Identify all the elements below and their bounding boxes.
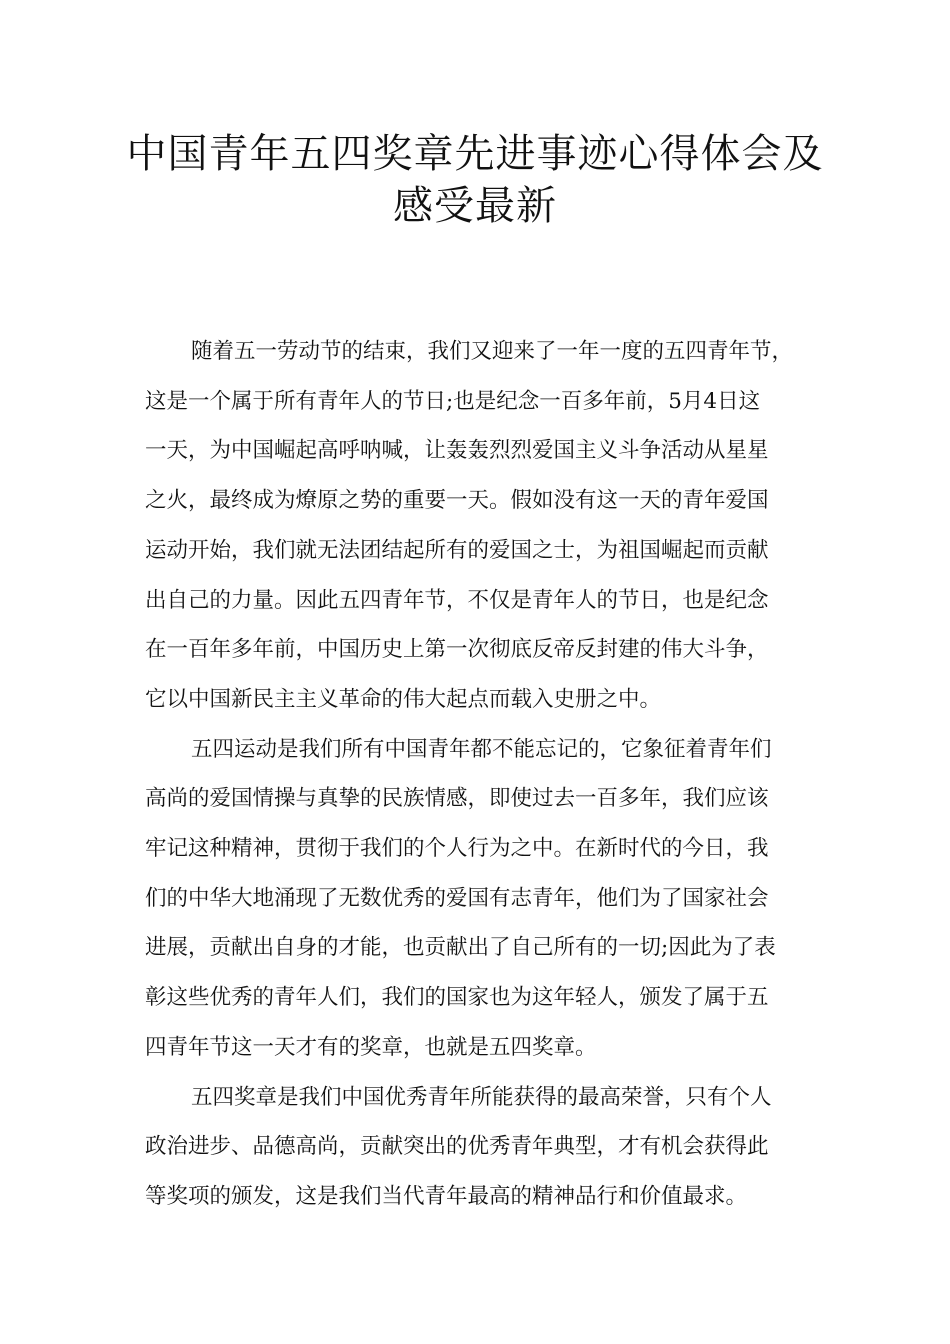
text-line: 牢记这种精神，贯彻于我们的个人行为之中。在新时代的今日，我 <box>145 836 769 862</box>
text-line: 们的中华大地涌现了无数优秀的爱国有志青年，他们为了国家社会 <box>145 885 769 911</box>
text-line: 随着五一劳动节的结束，我们又迎来了一年一度的五四青年节， <box>191 339 794 364</box>
text-line: 政治进步、品德高尚，贡献突出的优秀青年典型，才有机会获得此 <box>145 1134 769 1160</box>
paragraph-3 <box>145 1073 815 1222</box>
title-line: 感受最新 <box>393 183 557 229</box>
document-body <box>145 327 815 1222</box>
text-line: 出自己的力量。因此五四青年节，不仅是青年人的节日，也是纪念 <box>145 587 769 613</box>
text-line: 四青年节这一天才有的奖章，也就是五四奖章。 <box>145 1034 597 1060</box>
text-line: 一天，为中国崛起高呼呐喊，让轰轰烈烈爱国主义斗争活动从星星 <box>145 438 769 464</box>
text-line: 彰这些优秀的青年人们，我们的国家也为这年轻人，颁发了属于五 <box>145 985 769 1011</box>
text-line: 这是一个属于所有青年人的节日;也是纪念一百多年前，5月4日这 <box>145 388 761 414</box>
text-line: 进展，贡献出自身的才能，也贡献出了自己所有的一切;因此为了表 <box>145 935 776 961</box>
title-line: 中国青年五四奖章先进事迹心得体会及 <box>126 131 824 177</box>
text-line: 五四运动是我们所有中国青年都不能忘记的，它象征着青年们 <box>191 736 772 762</box>
paragraph-2 <box>145 725 815 1073</box>
paragraph-1 <box>145 327 815 725</box>
text-line: 五四奖章是我们中国优秀青年所能获得的最高荣誉，只有个人 <box>191 1084 772 1110</box>
text-line: 之火，最终成为燎原之势的重要一天。假如没有这一天的青年爱国 <box>145 488 769 514</box>
text-line: 高尚的爱国情操与真挚的民族情感，即使过去一百多年，我们应该 <box>145 786 769 812</box>
page-title <box>100 128 850 232</box>
text-line: 等奖项的颁发，这是我们当代青年最高的精神品行和价值最求。 <box>145 1183 748 1209</box>
text-line: 它以中国新民主主义革命的伟大起点而载入史册之中。 <box>145 686 662 712</box>
text-line: 运动开始，我们就无法团结起所有的爱国之士，为祖国崛起而贡献 <box>145 537 769 563</box>
text-line: 在一百年多年前，中国历史上第一次彻底反帝反封建的伟大斗争， <box>145 637 769 663</box>
